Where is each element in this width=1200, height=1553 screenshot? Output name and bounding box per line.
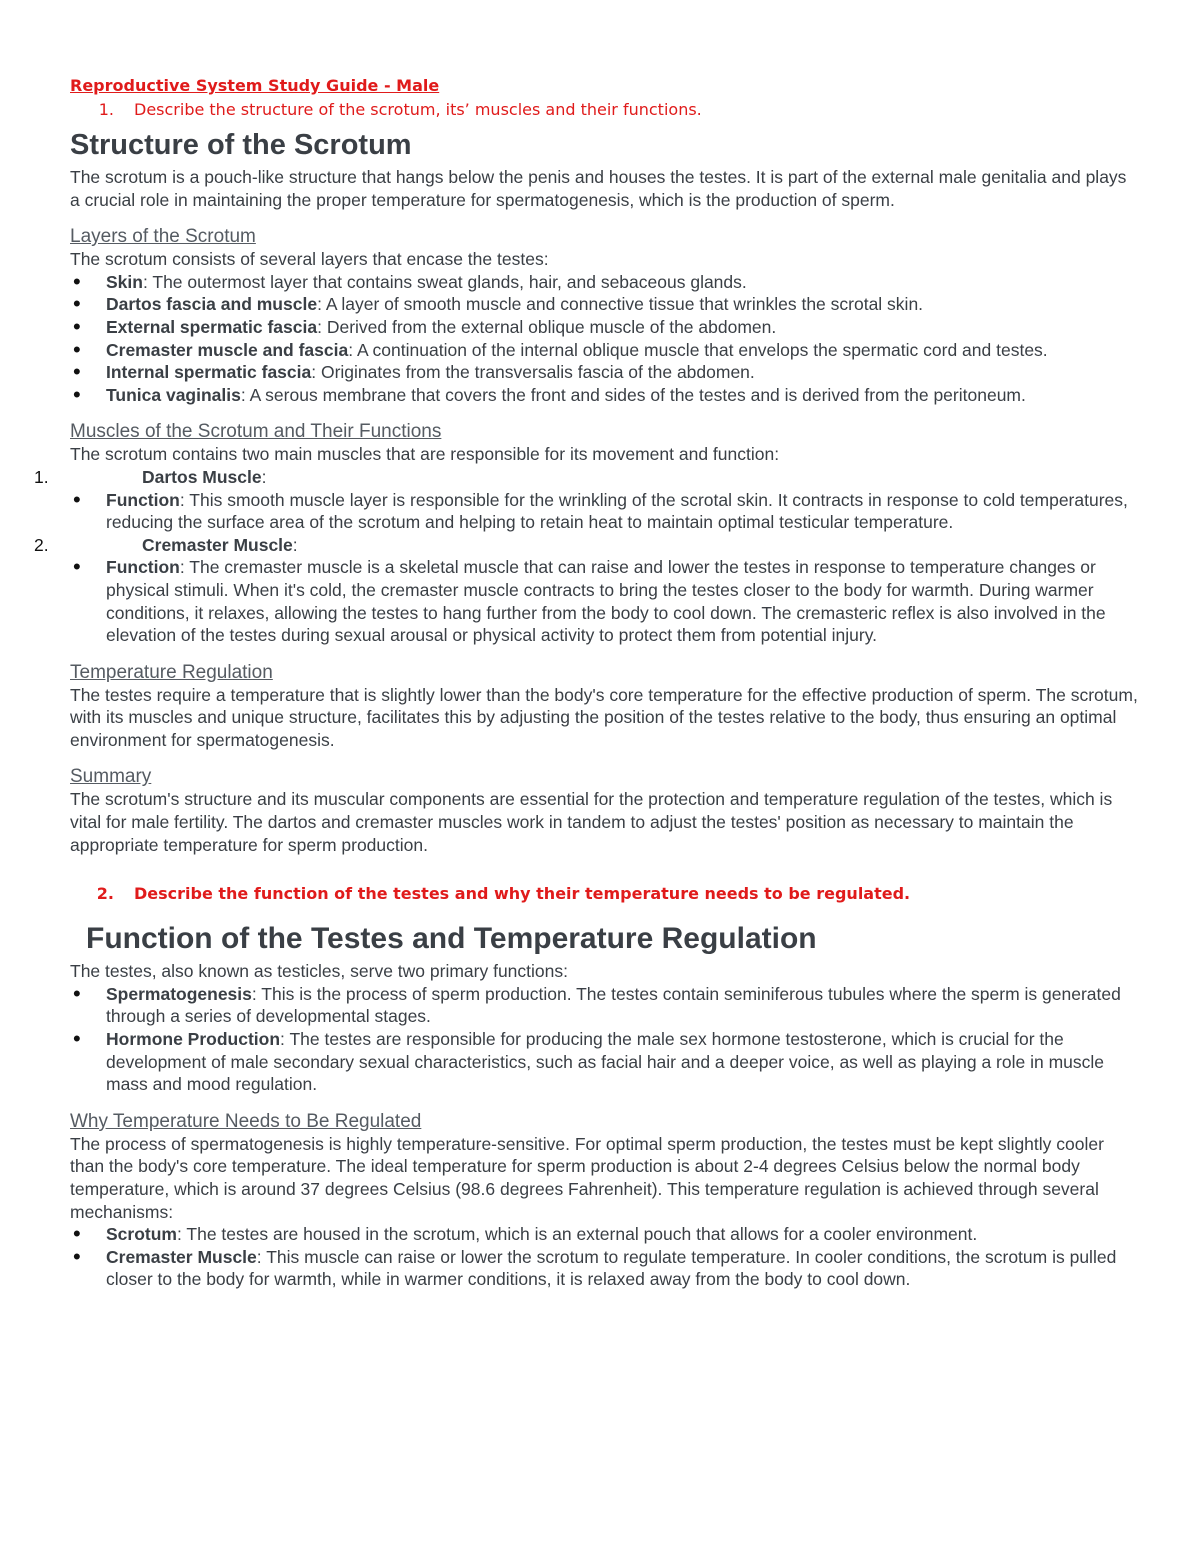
list-item: • Cremaster muscle and fascia: A continuation of the internal oblique muscle that envelops the spermatic cord and testes. [70,339,1140,362]
muscle-2-number: 2. [34,534,49,555]
question-1-number: 1. [98,100,114,119]
temperature-paragraph: The testes require a temperature that is slightly lower than the body's core temperature for the effective production of sperm. The scrotum, with its muscles and unique structure, facilitates this by adjusting the position of the testes relative to the body, thus ensuring an optimal environment for spermatogenesis. [70,684,1138,750]
document-page [34,74,1140,1291]
why-heading: Why Temperature Needs to Be Regulated [70,1110,422,1132]
list-item: • Tunica vaginalis: A serous membrane that covers the front and sides of the testes and is derived from the peritoneum. [70,384,1140,407]
list-item: • Cremaster Muscle: This muscle can raise or lower the scrotum to regulate temperature. In cooler conditions, the scrotum is pulled closer to the body for warmth, while in warmer conditions, it is relaxed away from the body to cool down. [70,1246,1140,1291]
function-list [70,983,1140,1096]
list-item: • Skin: The outermost layer that contains sweat glands, hair, and sebaceous glands. [70,271,1140,294]
list-item: • Internal spermatic fascia: Originates from the transversalis fascia of the abdomen. [70,361,1140,384]
muscle-2-list [70,556,1140,646]
muscles-intro: The scrotum contains two main muscles that are responsible for its movement and function: [70,444,780,465]
summary-heading: Summary [70,766,152,788]
question-2-number: 2. [96,884,114,904]
structure-paragraph: The scrotum is a pouch-like structure that hangs below the penis and houses the testes. It is part of the external male genitalia and plays a crucial role in maintaining the proper temperature for spermatogenesis, which is the production of sperm. [70,167,1127,210]
muscle-2-title: 2. Cremaster Muscle: [34,534,298,555]
document-title: Reproductive System Study Guide - Male [70,76,440,95]
layers-heading: Layers of the Scrotum [70,226,256,248]
why-paragraph: The process of spermatogenesis is highly temperature-sensitive. For optimal sperm production, the testes must be kept slightly cooler than the body's core temperature. The ideal temperature for sperm production is about 2-4 degrees Celsius below the normal body temperature, which is around 37 degrees Celsius (98.6 degrees Fahrenheit). This temperature regulation is achieved through several mechanisms: [70,1133,1104,1222]
why-list [70,1223,1140,1291]
heading-function: Function of the Testes and Temperature Regulation [86,922,817,956]
muscle-1-title: 1. Dartos Muscle: [34,466,267,487]
question-1-text: Describe the structure of the scrotum, its’ muscles and their functions. [134,100,702,119]
layers-intro: The scrotum consists of several layers that encase the testes: [70,249,549,270]
function-intro: The testes, also known as testicles, serve two primary functions: [70,961,568,982]
heading-structure: Structure of the Scrotum [70,129,412,161]
list-item: • Dartos fascia and muscle: A layer of smooth muscle and connective tissue that wrinkles the scrotal skin. [70,293,1140,316]
list-item: • Hormone Production: The testes are responsible for producing the male sex hormone testosterone, which is crucial for the development of male secondary sexual characteristics, such as facial hair and a deeper voice, as well as playing a role in muscle mass and mood regulation. [70,1028,1140,1096]
muscle-1-number: 1. [34,466,49,487]
list-item: • Function: The cremaster muscle is a skeletal muscle that can raise and lower the testes in response to temperature changes or physical stimuli. When it's cold, the cremaster muscle contracts to bring the testes closer to the body for warmth. During warmer conditions, it relaxes, allowing the testes to hang further from the body to cool down. The cremasteric reflex is also involved in the elevation of the testes during sexual arousal or physical activity to protect them from potential injury. [70,556,1140,646]
list-item: • Scrotum: The testes are housed in the scrotum, which is an external pouch that allows for a cooler environment. [70,1223,1140,1246]
muscle-1-list [70,489,1140,534]
question-2 [70,882,1140,906]
question-1 [70,98,1140,122]
list-item: • Function: This smooth muscle layer is responsible for the wrinkling of the scrotal skin. It contracts in response to cold temperatures, reducing the surface area of the scrotum and helping to retain heat to maintain optimal testicular temperature. [70,489,1140,534]
temperature-heading: Temperature Regulation [70,661,273,683]
summary-paragraph: The scrotum's structure and its muscular components are essential for the protection and temperature regulation of the testes, which is vital for male fertility. The dartos and cremaster muscles work in tandem to adjust the testes' position as necessary to maintain the appropriate temperature for sperm production. [70,789,1113,855]
question-2-text: Describe the function of the testes and why their temperature needs to be regulated. [134,884,911,904]
layers-list [70,271,1140,407]
muscles-heading: Muscles of the Scrotum and Their Functions [70,421,442,443]
list-item: • External spermatic fascia: Derived from the external oblique muscle of the abdomen. [70,316,1140,339]
list-item: • Spermatogenesis: This is the process of sperm production. The testes contain seminiferous tubules where the sperm is generated through a series of developmental stages. [70,983,1140,1028]
